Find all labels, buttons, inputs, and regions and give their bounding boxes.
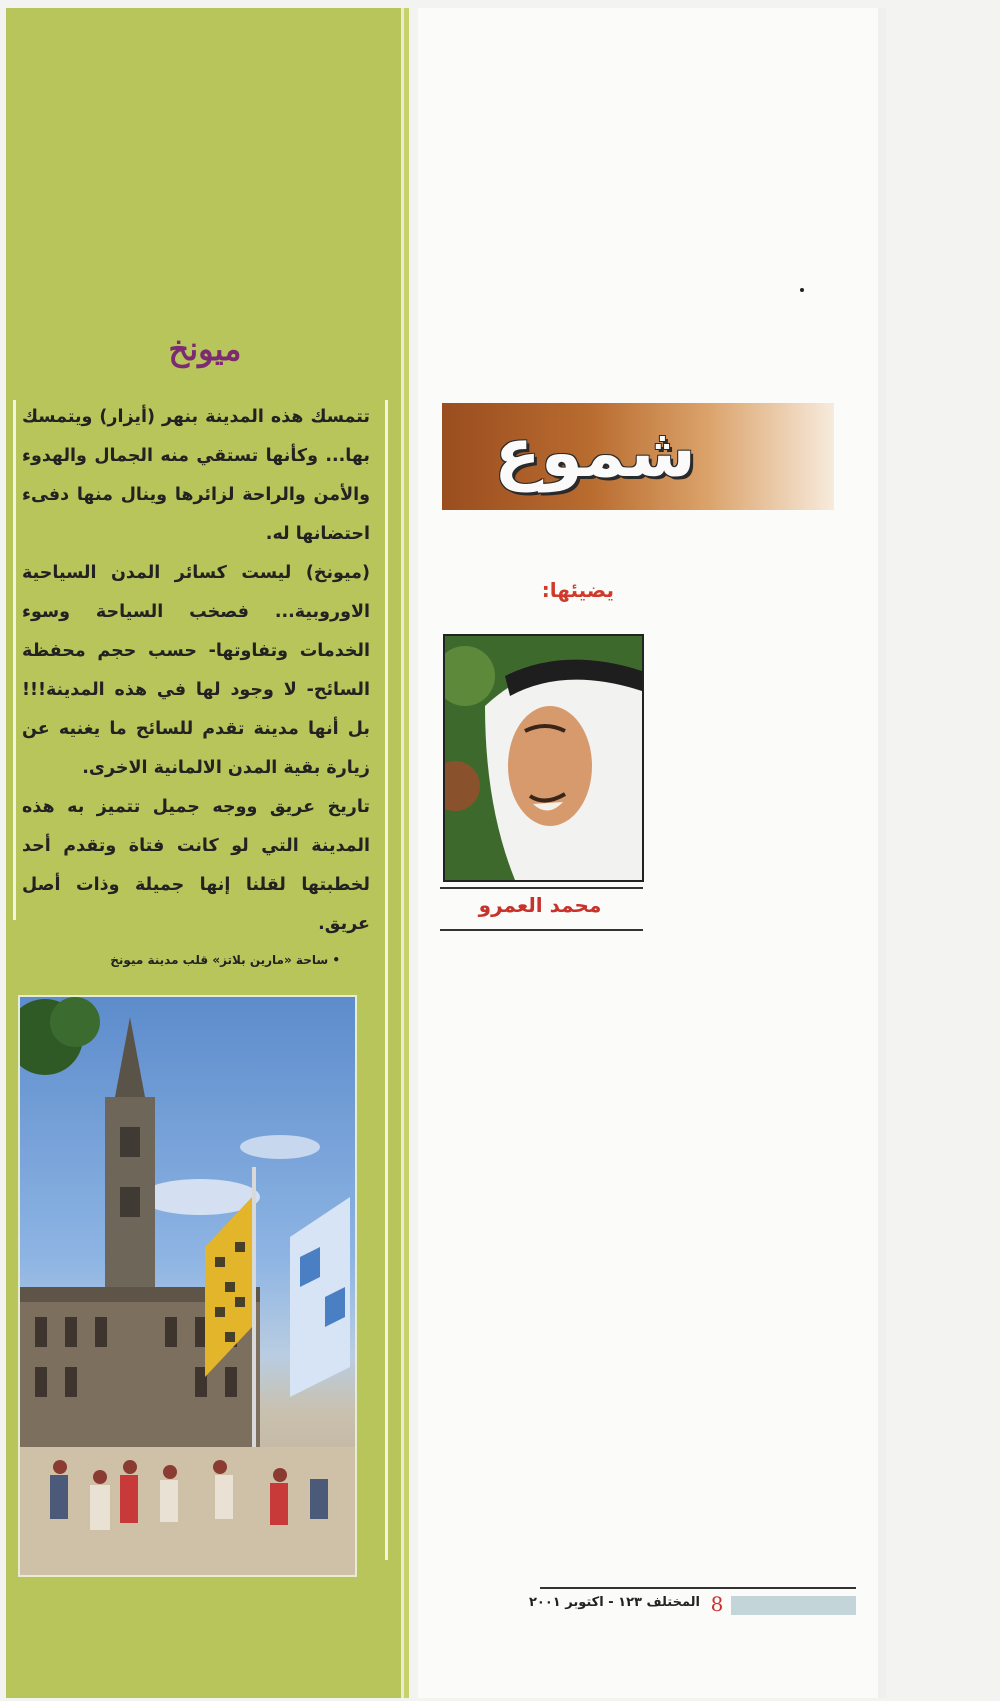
print-speck bbox=[800, 288, 804, 292]
photo-caption: • ساحة «مارين بلاتز» قلب مدينة ميونخ bbox=[110, 953, 340, 967]
column-divider bbox=[401, 8, 404, 1698]
author-name: محمد العمرو bbox=[478, 893, 602, 917]
footer-color-bar bbox=[731, 1596, 856, 1615]
article-paragraph: (ميونخ) ليست كسائر المدن السياحية الاوروبية... فصخب السياحة وسوء الخدمات وتفاوتها- حسب حجم محفظة السائح- لا وجود لها في هذه المدينة!!! بل أنها مدينة تقدم للسائح ما يغنيه عن زيارة بقية المدن الالمانية الاخرى. bbox=[22, 563, 370, 778]
article-paragraph: تتمسك هذه المدينة بنهر (أيزار) ويتمسك بها... وكأنها تستقي منه الجمال والهدوء والأمن والراحة لزائرها وينال منها دفىء احتضانها له. bbox=[22, 407, 370, 544]
page-edge-shadow bbox=[878, 8, 886, 1698]
article-title: ميونخ bbox=[168, 330, 242, 368]
footer-rule bbox=[540, 1587, 856, 1589]
article-vertical-rule bbox=[385, 400, 388, 1560]
author-name-rule bbox=[440, 929, 643, 931]
page-number: 8 bbox=[710, 1592, 724, 1616]
article-paragraph: تاريخ عريق ووجه جميل تتميز به هذه المدينة التي لو كانت فتاة وتقدم أحد لخطبتها لقلنا إنها جميلة وذات أصل عريق. bbox=[22, 797, 370, 934]
section-title: شموع bbox=[494, 414, 696, 493]
text-vertical-rule bbox=[13, 400, 16, 920]
marienplatz-photo bbox=[18, 995, 357, 1577]
author-portrait bbox=[443, 634, 644, 882]
article-body bbox=[22, 398, 370, 944]
author-photo-illustration bbox=[445, 636, 642, 880]
issue-info: المختلف ١٢٣ - اكتوبر ٢٠٠١ bbox=[528, 1595, 700, 1610]
lit-by-label: يضيئها: bbox=[541, 578, 614, 602]
city-square-illustration bbox=[20, 997, 355, 1575]
author-name-rule bbox=[440, 887, 643, 889]
